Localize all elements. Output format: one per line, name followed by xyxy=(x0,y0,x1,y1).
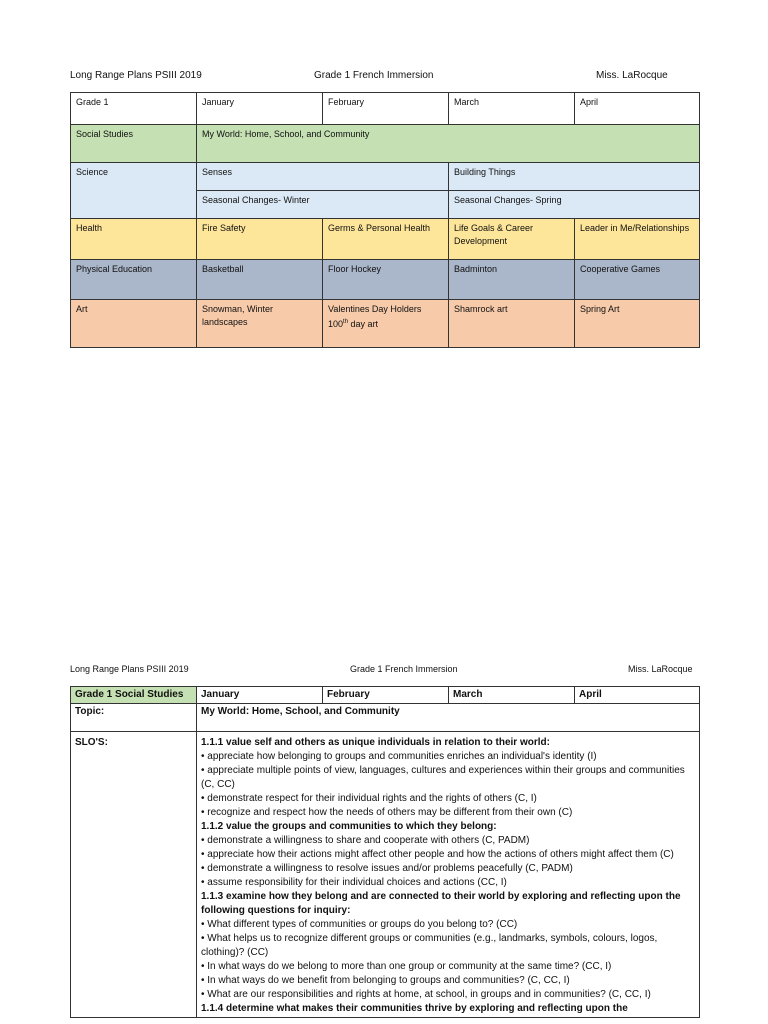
table-row xyxy=(71,260,700,300)
column-header: January xyxy=(197,93,323,125)
slo-item: • demonstrate a willingness to share and cooperate with others (C, PADM) xyxy=(201,835,530,846)
header-left: Long Range Plans PSIII 2019 xyxy=(70,664,189,674)
cell: Building Things xyxy=(449,163,700,191)
cell: Floor Hockey xyxy=(323,260,449,300)
cell-line: Valentines Day Holders xyxy=(328,304,422,314)
header-right: Miss. LaRocque xyxy=(596,70,668,81)
row-label: SLO'S: xyxy=(71,732,197,1018)
ordinal-suffix: th xyxy=(343,319,349,325)
column-header: January xyxy=(197,687,323,704)
cell: Basketball xyxy=(197,260,323,300)
header-center: Grade 1 French Immersion xyxy=(314,70,434,81)
column-header: Grade 1 xyxy=(71,93,197,125)
topic-cell: My World: Home, School, and Community xyxy=(197,704,700,732)
slo-item: • demonstrate respect for their individual rights and the rights of others (C, I) xyxy=(201,793,537,804)
table-row xyxy=(71,125,700,163)
table-row xyxy=(71,219,700,260)
cell: Shamrock art xyxy=(449,300,575,348)
slo-item: • What are our responsibilities and rights at home, at school, in groups and in communities? (C, CC, I) xyxy=(201,989,651,1000)
header-left: Long Range Plans PSIII 2019 xyxy=(70,70,202,81)
cell: Spring Art xyxy=(575,300,700,348)
slo-item: • appreciate how belonging to groups and communities enriches an individual's identity (I) xyxy=(201,751,597,762)
column-header: Grade 1 Social Studies xyxy=(71,687,197,704)
slo-heading: 1.1.1 value self and others as unique individuals in relation to their world: xyxy=(201,737,550,748)
number: 100 xyxy=(328,319,344,329)
row-label: Health xyxy=(71,219,197,260)
column-header: April xyxy=(575,687,700,704)
table-row xyxy=(71,704,700,732)
cell: Fire Safety xyxy=(197,219,323,260)
slo-heading: 1.1.2 value the groups and communities to which they belong: xyxy=(201,821,497,832)
cell-text: day art xyxy=(348,319,379,329)
row-label: Social Studies xyxy=(71,125,197,163)
page-header xyxy=(70,664,697,678)
cell: Senses xyxy=(197,163,449,191)
cell: Seasonal Changes- Spring xyxy=(449,191,700,219)
slo-item: • appreciate multiple points of view, languages, cultures and experiences within their groups and communities (C, CC) xyxy=(201,765,685,790)
row-label: Science xyxy=(71,163,197,219)
page-header xyxy=(70,70,697,84)
table-row xyxy=(71,300,700,348)
column-header: April xyxy=(575,93,700,125)
slo-item: • demonstrate a willingness to resolve issues and/or problems peacefully (C, PADM) xyxy=(201,863,573,874)
slo-heading: 1.1.3 examine how they belong and are connected to their world by exploring and reflecting upon the following questions for inquiry: xyxy=(201,891,681,916)
slo-item: • assume responsibility for their individual choices and actions (CC, I) xyxy=(201,877,507,888)
row-label: Art xyxy=(71,300,197,348)
cell: Germs & Personal Health xyxy=(323,219,449,260)
cell: My World: Home, School, and Community xyxy=(197,125,700,163)
column-header: February xyxy=(323,687,449,704)
row-label: Topic: xyxy=(71,704,197,732)
slo-item: • In what ways do we benefit from belonging to groups and communities? (C, CC, I) xyxy=(201,975,570,986)
cell: Snowman, Winter landscapes xyxy=(197,300,323,348)
cell: Seasonal Changes- Winter xyxy=(197,191,449,219)
table-header-row xyxy=(71,93,700,125)
slo-cell xyxy=(197,732,700,1018)
column-header: March xyxy=(449,687,575,704)
header-right: Miss. LaRocque xyxy=(628,664,693,674)
cell xyxy=(323,300,449,348)
cell: Leader in Me/Relationships xyxy=(575,219,700,260)
table-header-row xyxy=(71,687,700,704)
slo-item: • recognize and respect how the needs of others may be different from their own (C) xyxy=(201,807,573,818)
column-header: March xyxy=(449,93,575,125)
cell-line xyxy=(328,319,378,329)
slo-item: • What different types of communities or groups do you belong to? (CC) xyxy=(201,919,518,930)
slo-item: • What helps us to recognize different groups or communities (e.g., landmarks, symbols, colours, logos, clothing)? (CC) xyxy=(201,933,658,958)
column-header: February xyxy=(323,93,449,125)
cell: Cooperative Games xyxy=(575,260,700,300)
row-label: Physical Education xyxy=(71,260,197,300)
table-row xyxy=(71,732,700,1018)
table-row xyxy=(71,163,700,191)
cell: Life Goals & Career Development xyxy=(449,219,575,260)
long-range-plan-table xyxy=(70,92,700,348)
cell: Badminton xyxy=(449,260,575,300)
slo-item: • In what ways do we belong to more than one group or community at the same time? (CC, I) xyxy=(201,961,612,972)
slo-item: • appreciate how their actions might affect other people and how the actions of others might affect them (C) xyxy=(201,849,674,860)
slo-heading: 1.1.4 determine what makes their communities thrive by exploring and reflecting upon the xyxy=(201,1003,628,1014)
header-center: Grade 1 French Immersion xyxy=(350,664,458,674)
social-studies-table xyxy=(70,686,700,1018)
